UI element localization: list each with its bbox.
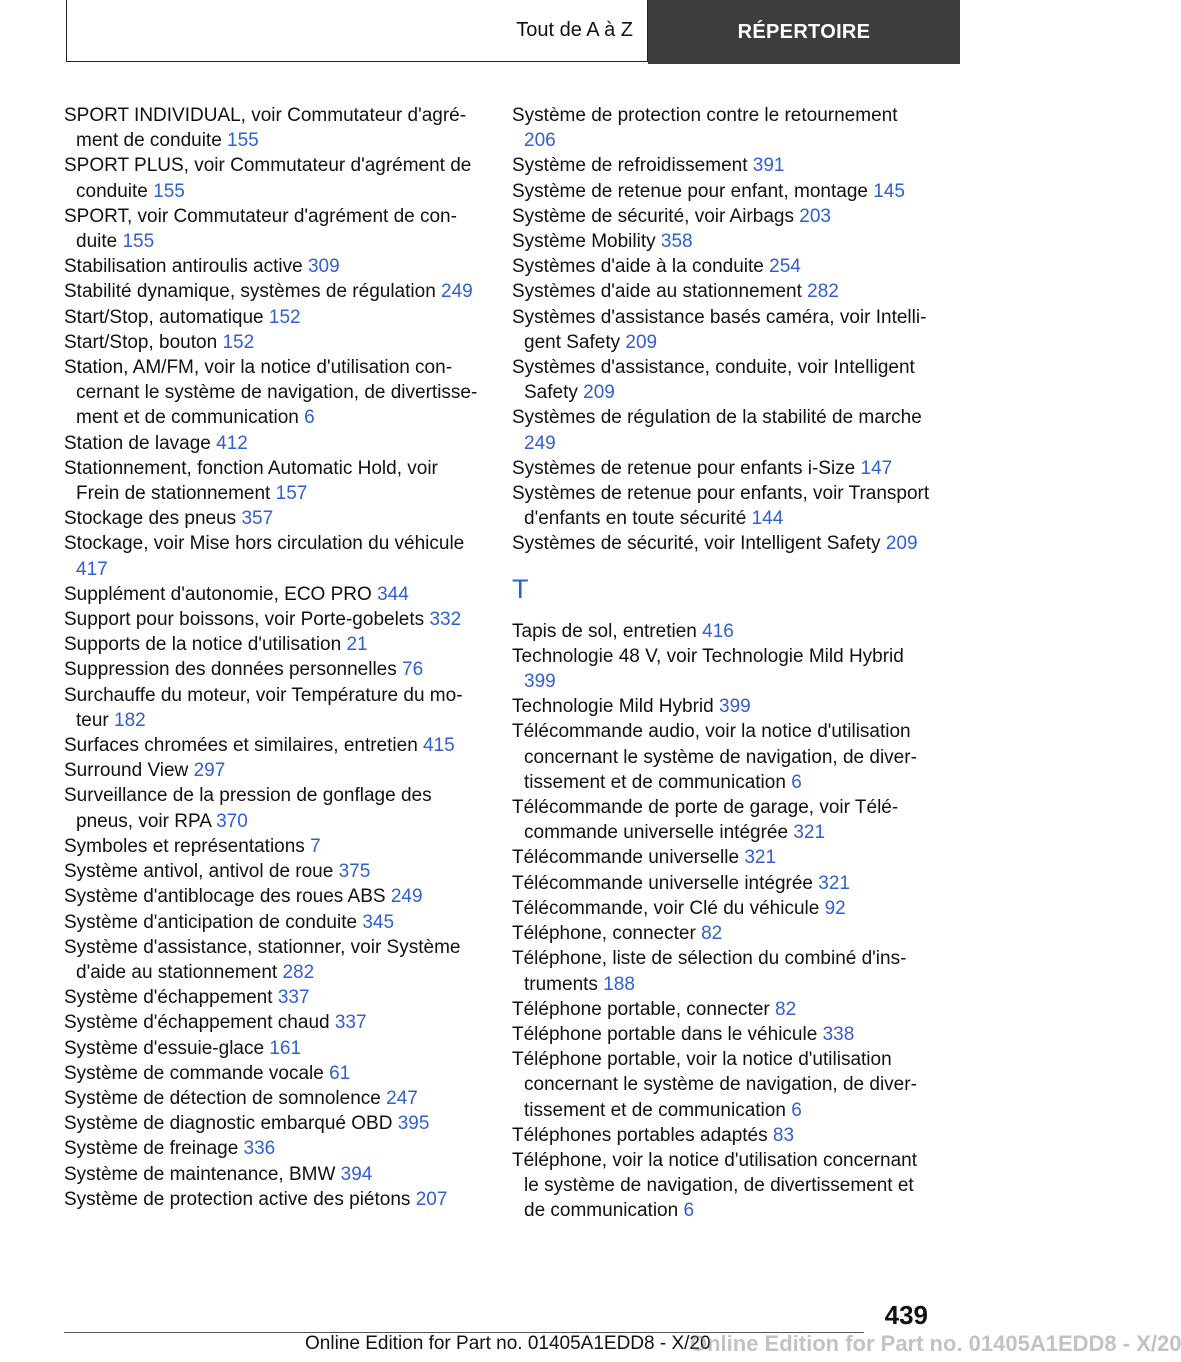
- page-link[interactable]: 182: [114, 709, 146, 731]
- entry-text: Système Mobility: [512, 231, 656, 253]
- page-link[interactable]: 6: [304, 407, 315, 429]
- index-entry: [64, 1187, 484, 1212]
- entry-text: Systèmes d'aide au stationnement: [512, 281, 802, 303]
- index-entry: [512, 1047, 932, 1123]
- index-entry: [64, 1162, 484, 1187]
- entry-text: Système de diagnostic embarqué OBD: [64, 1113, 393, 1135]
- index-entry: [64, 1036, 484, 1061]
- entry-text: Téléphone portable, voir la notice d'utilisation concernant le système de navigation, de divertissement et de communication: [512, 1049, 917, 1121]
- index-entry: [512, 153, 932, 178]
- entry-text: Système de protection active des piétons: [64, 1188, 411, 1210]
- entry-text: Stockage des pneus: [64, 508, 237, 530]
- index-entry: [512, 481, 932, 531]
- page-link[interactable]: 6: [791, 771, 802, 793]
- page-link[interactable]: 282: [282, 961, 315, 983]
- page-link[interactable]: 161: [269, 1037, 302, 1059]
- index-entry: [64, 607, 484, 632]
- entry-text: Technologie 48 V, voir Technologie Mild Hybrid: [512, 645, 904, 667]
- entry-text: Système de refroidissement: [512, 155, 748, 177]
- entry-text: Stabilité dynamique, systèmes de régulation: [64, 281, 436, 303]
- index-entry: [512, 946, 932, 996]
- index-entry: [512, 1123, 932, 1148]
- page-link[interactable]: 6: [683, 1200, 695, 1222]
- index-entry: [512, 103, 932, 153]
- page-number: 439: [884, 1300, 928, 1330]
- page-link[interactable]: 145: [873, 180, 905, 202]
- page-link[interactable]: 337: [334, 1012, 367, 1034]
- page-link[interactable]: 249: [441, 281, 473, 303]
- entry-text: Télécommande, voir Clé du véhicule: [512, 897, 820, 919]
- index-entry: [512, 921, 932, 946]
- index-entry: [64, 1061, 484, 1086]
- page-link[interactable]: 336: [243, 1138, 276, 1160]
- index-entry: [512, 644, 932, 694]
- page-link[interactable]: 152: [222, 331, 255, 353]
- entry-text: Tapis de sol, entretien: [512, 620, 697, 642]
- page-link[interactable]: 207: [415, 1188, 448, 1210]
- page-link[interactable]: 209: [885, 533, 918, 555]
- entry-text: Start/Stop, automatique: [64, 306, 264, 328]
- entry-text: Système de protection contre le retournement: [512, 105, 898, 126]
- page-link[interactable]: 82: [701, 923, 723, 945]
- index-list-t: [512, 619, 932, 1224]
- watermark: Online Edition for Part no. 01405A1EDD8 - X/20: [690, 1331, 1181, 1356]
- page-link[interactable]: 297: [193, 760, 226, 782]
- tab-repertoire[interactable]: RÉPERTOIRE: [648, 0, 960, 64]
- page-link[interactable]: 61: [329, 1062, 351, 1084]
- entry-text: Système d'échappement: [64, 987, 273, 1009]
- entry-text: SPORT, voir Commutateur d'agrément de conduite: [64, 205, 457, 253]
- entry-text: Surfaces chromées et similaires, entretien: [64, 735, 418, 757]
- index-entry: [64, 733, 484, 758]
- page-link[interactable]: 206: [524, 130, 556, 152]
- index-entry: [512, 871, 932, 896]
- entry-text: Station de lavage: [64, 432, 211, 454]
- index-entry: [64, 531, 484, 581]
- page-link[interactable]: 155: [227, 130, 259, 152]
- index-column-right: [512, 103, 932, 1224]
- entry-text: Systèmes d'assistance basés caméra, voir Intelligent Safety: [512, 306, 927, 353]
- index-entry: [512, 355, 932, 405]
- entry-text: Surchauffe du moteur, voir Température du moteur: [64, 684, 463, 731]
- entry-text: Support pour boissons, voir Porte-gobelets: [64, 609, 425, 631]
- page-link[interactable]: 7: [310, 835, 321, 857]
- index-entry: [64, 254, 484, 279]
- index-entry: [64, 582, 484, 607]
- entry-text: Systèmes d'aide à la conduite: [512, 256, 764, 278]
- header-tabs: [66, 0, 960, 64]
- index-entry: [64, 330, 484, 355]
- index-entry: [64, 683, 484, 733]
- index-list-s: [512, 103, 932, 557]
- entry-text: Système antivol, antivol de roue: [64, 861, 334, 883]
- entry-text: Systèmes d'assistance, conduite, voir Intelligent Safety: [512, 357, 915, 404]
- page-link[interactable]: 309: [307, 256, 340, 278]
- page-link[interactable]: 247: [386, 1087, 418, 1109]
- page-link[interactable]: 357: [241, 508, 274, 530]
- index-entry: [64, 103, 484, 153]
- entry-text: Télécommande universelle intégrée: [512, 872, 813, 894]
- entry-text: Système de freinage: [64, 1138, 239, 1160]
- index-entry: [64, 153, 484, 203]
- index-entry: [512, 305, 932, 355]
- index-entry: [512, 405, 932, 455]
- entry-text: Système de retenue pour enfant, montage: [512, 180, 868, 202]
- index-entry: [512, 179, 932, 204]
- index-entry: [64, 910, 484, 935]
- page-link[interactable]: 6: [791, 1099, 802, 1121]
- page-link[interactable]: 209: [583, 382, 615, 404]
- page-link[interactable]: 337: [277, 987, 310, 1009]
- index-entry: [64, 506, 484, 531]
- index-entry: [64, 279, 484, 304]
- page-link[interactable]: 399: [524, 671, 556, 693]
- index-entry: [64, 456, 484, 506]
- entry-text: Systèmes de régulation de la stabilité de marche: [512, 407, 922, 429]
- entry-text: Système de détection de somnolence: [64, 1087, 381, 1109]
- page-link[interactable]: 188: [603, 973, 635, 995]
- entry-text: Systèmes de retenue pour enfants i-Size: [512, 457, 856, 479]
- entry-text: Systèmes de retenue pour enfants, voir Transport d'enfants en toute sécurité: [512, 483, 930, 530]
- entry-text: Technologie Mild Hybrid: [512, 696, 714, 718]
- index-entry: [64, 431, 484, 456]
- page-link[interactable]: 417: [76, 558, 108, 580]
- index-entry: [512, 204, 932, 229]
- entry-text: Système de commande vocale: [64, 1062, 324, 1084]
- entry-text: Télécommande universelle: [512, 847, 740, 869]
- index-entry: [512, 795, 932, 845]
- index-entry: [64, 985, 484, 1010]
- footer-edition: Online Edition for Part no. 01405A1EDD8 - X/20: [305, 1333, 711, 1354]
- index-entry: [64, 783, 484, 833]
- index-entry: [512, 1148, 932, 1224]
- index-entry: [64, 1010, 484, 1035]
- page-link[interactable]: 147: [860, 457, 893, 479]
- entry-text: Station, AM/FM, voir la notice d'utilisation concernant le système de navigation, de divertissement et de communication: [64, 357, 478, 429]
- index-entry: [512, 279, 932, 304]
- page-link[interactable]: 249: [524, 432, 556, 454]
- index-entry: [64, 1136, 484, 1161]
- index-entry: [512, 997, 932, 1022]
- entry-text: SPORT PLUS, voir Commutateur d'agrément de conduite: [64, 155, 472, 202]
- entry-text: Télécommande de porte de garage, voir Télécommande universelle intégrée: [512, 797, 899, 844]
- page-link[interactable]: 416: [702, 620, 734, 642]
- entry-text: Système d'échappement chaud: [64, 1012, 330, 1034]
- page-link[interactable]: 344: [377, 583, 409, 605]
- page-link[interactable]: 144: [751, 508, 784, 530]
- entry-text: Stockage, voir Mise hors circulation du véhicule: [64, 533, 465, 555]
- page-link[interactable]: 92: [824, 897, 846, 919]
- index-entry: [512, 694, 932, 719]
- page-link[interactable]: 209: [625, 331, 658, 353]
- page-link[interactable]: 412: [216, 432, 248, 454]
- entry-text: Start/Stop, bouton: [64, 331, 218, 353]
- page-link[interactable]: 76: [402, 659, 424, 681]
- index-entry: [64, 355, 484, 431]
- page-link[interactable]: 254: [769, 256, 801, 278]
- index-entry: [64, 935, 484, 985]
- page-link[interactable]: 82: [775, 998, 797, 1020]
- page-link[interactable]: 155: [153, 180, 185, 202]
- index-entry: [512, 845, 932, 870]
- index-entry: [512, 896, 932, 921]
- index-entry: [512, 719, 932, 795]
- page-link[interactable]: 249: [390, 886, 423, 908]
- index-column-left: [64, 103, 484, 1212]
- page-link[interactable]: 345: [362, 911, 395, 933]
- entry-text: Téléphone portable dans le véhicule: [512, 1023, 818, 1045]
- entry-text: Suppression des données personnelles: [64, 659, 397, 681]
- entry-text: Supplément d'autonomie, ECO PRO: [64, 583, 372, 605]
- index-entry: [64, 1086, 484, 1111]
- entry-text: Télécommande audio, voir la notice d'utilisation concernant le système de navigation, de divertissement et de communication: [512, 721, 917, 793]
- entry-text: Stationnement, fonction Automatic Hold, voir Frein de stationnement: [64, 457, 438, 505]
- page-link[interactable]: 157: [275, 483, 308, 505]
- entry-text: Système de maintenance, BMW: [64, 1163, 336, 1185]
- page-link[interactable]: 395: [397, 1113, 430, 1135]
- entry-text: Téléphone, voir la notice d'utilisation concernant le système de navigation, de divertissement et de communication: [512, 1149, 917, 1222]
- entry-text: Système d'assistance, stationner, voir Système d'aide au stationnement: [64, 936, 461, 983]
- index-entry: [64, 1111, 484, 1136]
- page-link[interactable]: 391: [752, 155, 785, 177]
- section-title: Tout de A à Z: [66, 0, 648, 62]
- page-link[interactable]: 399: [719, 696, 751, 718]
- page-link[interactable]: 203: [799, 205, 831, 227]
- index-entry: [64, 305, 484, 330]
- section-letter: T: [512, 573, 529, 604]
- page-link[interactable]: 152: [268, 306, 301, 328]
- index-entry: [64, 657, 484, 682]
- entry-text: Téléphone, liste de sélection du combiné d'instruments: [512, 948, 907, 995]
- index-entry: [64, 859, 484, 884]
- entry-text: Symboles et représentations: [64, 835, 305, 857]
- page-link[interactable]: 282: [807, 281, 839, 303]
- entry-text: Système d'essuie-glace: [64, 1037, 265, 1059]
- index-entry: [512, 619, 932, 644]
- entry-text: Système d'anticipation de conduite: [64, 911, 358, 933]
- page-link[interactable]: 83: [772, 1124, 795, 1146]
- entry-text: SPORT INDIVIDUAL, voir Commutateur d'agrément de conduite: [64, 105, 467, 152]
- entry-text: Systèmes de sécurité, voir Intelligent Safety: [512, 533, 881, 555]
- entry-text: Stabilisation antiroulis active: [64, 256, 303, 278]
- entry-text: Téléphone portable, connecter: [512, 998, 770, 1020]
- index-entry: [64, 632, 484, 657]
- page-link[interactable]: 415: [423, 735, 455, 757]
- page-link[interactable]: 394: [340, 1163, 373, 1185]
- page-link[interactable]: 338: [822, 1023, 855, 1045]
- index-entry: [64, 758, 484, 783]
- index-entry: [512, 531, 932, 556]
- index-entry: [64, 884, 484, 909]
- page-link[interactable]: 321: [793, 822, 826, 844]
- entry-text: Supports de la notice d'utilisation: [64, 634, 342, 656]
- index-entry: [64, 834, 484, 859]
- page-link[interactable]: 321: [818, 872, 850, 894]
- index-entry: [512, 1022, 932, 1047]
- page-link[interactable]: 155: [122, 231, 155, 253]
- page-link[interactable]: 21: [346, 634, 368, 656]
- page-link[interactable]: 321: [744, 847, 777, 869]
- page-link[interactable]: 370: [216, 810, 248, 832]
- entry-text: Téléphone, connecter: [512, 923, 696, 945]
- index-entry: [512, 456, 932, 481]
- index-entry: [512, 254, 932, 279]
- index-entry: [64, 204, 484, 254]
- index-entry: [512, 229, 932, 254]
- entry-text: Surround View: [64, 760, 189, 782]
- page-link[interactable]: 358: [660, 231, 693, 253]
- entry-text: Surveillance de la pression de gonflage des pneus, voir RPA: [64, 785, 432, 832]
- page-link[interactable]: 332: [429, 609, 462, 631]
- entry-text: Téléphones portables adaptés: [512, 1124, 768, 1146]
- entry-text: Système de sécurité, voir Airbags: [512, 205, 794, 227]
- page-link[interactable]: 375: [338, 861, 371, 883]
- entry-text: Système d'antiblocage des roues ABS: [64, 886, 386, 908]
